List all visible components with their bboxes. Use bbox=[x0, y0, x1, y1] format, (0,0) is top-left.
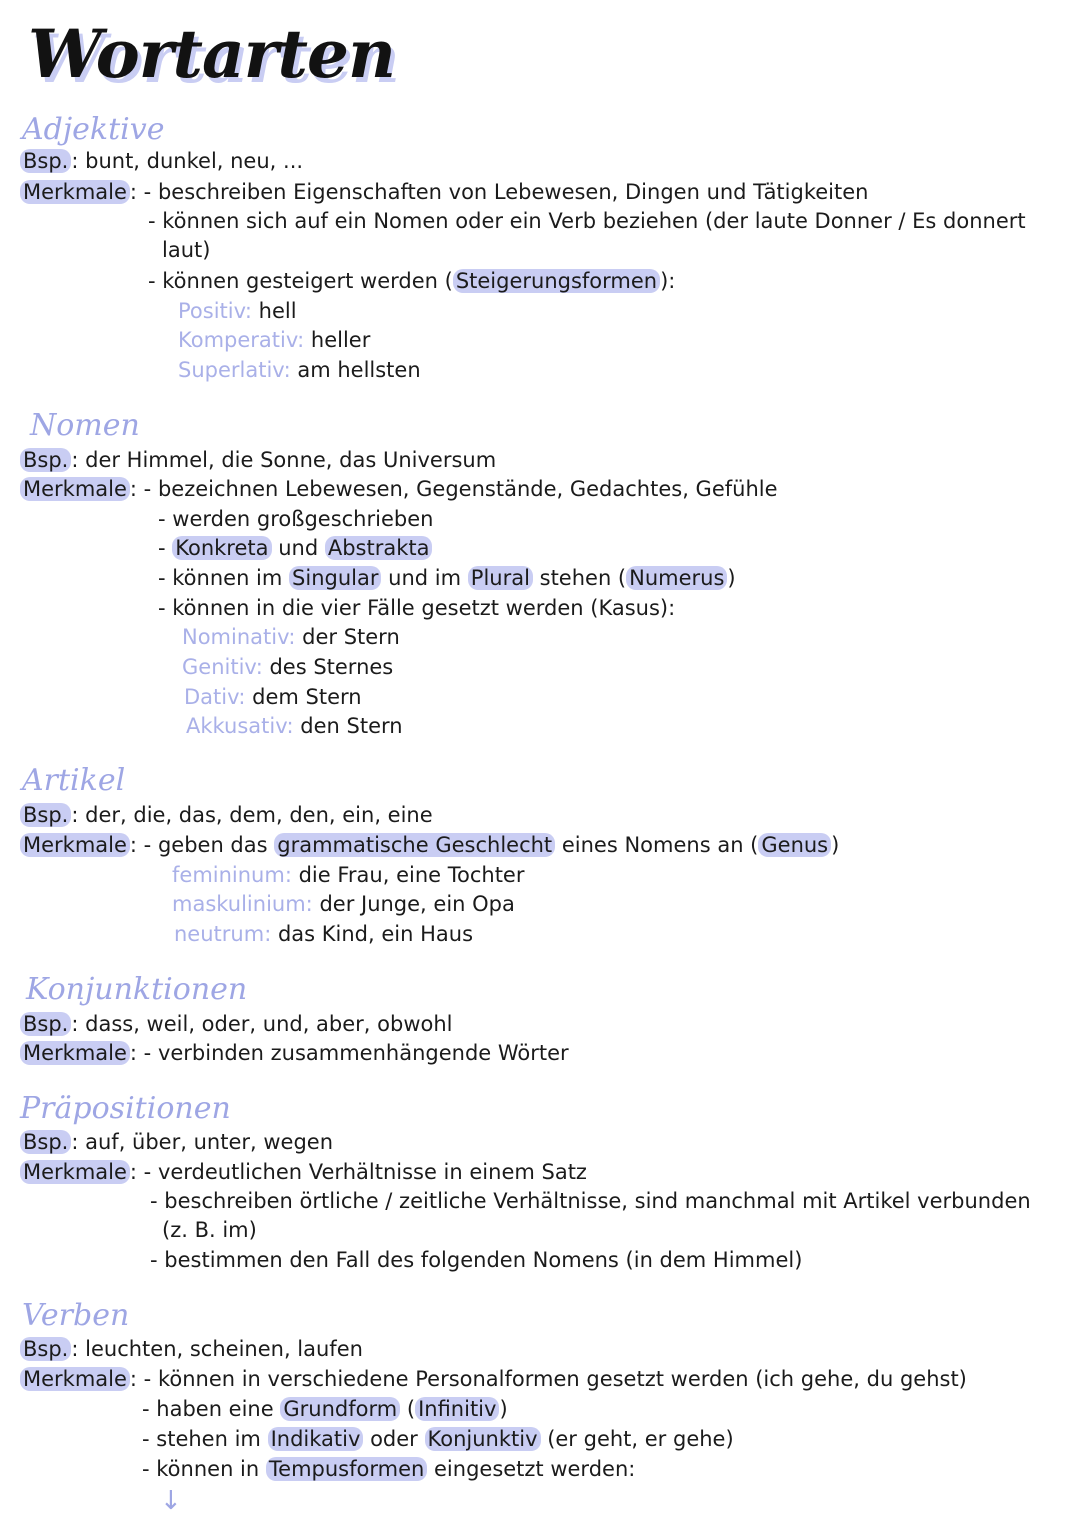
merkmal-text: haben eine bbox=[156, 1397, 274, 1421]
nomen-form-dativ: Dativ: dem Stern bbox=[184, 685, 362, 709]
adjektive-form-positiv: Positiv: hell bbox=[178, 299, 297, 323]
form-label: Positiv bbox=[178, 299, 245, 323]
artikel-bsp: Bsp. : der, die, das, dem, den, ein, eine bbox=[20, 800, 433, 830]
merkmal-text: stehen ( bbox=[539, 566, 627, 590]
merkmal-text: geben das bbox=[157, 833, 268, 857]
bsp-text: leuchten, scheinen, laufen bbox=[85, 1337, 363, 1361]
merkmal-text: und bbox=[278, 536, 319, 560]
merkmal-text: verdeutlichen Verhältnisse in einem Satz bbox=[157, 1160, 587, 1184]
artikel-form-femininum: femininum: die Frau, eine Tochter bbox=[172, 863, 525, 887]
heading-verben: Verben bbox=[22, 1298, 130, 1333]
heading-artikel: Artikel bbox=[22, 763, 126, 798]
down-arrow-icon: ↓ bbox=[160, 1486, 182, 1516]
bsp-text: dass, weil, oder, und, aber, obwohl bbox=[85, 1012, 453, 1036]
merkmal-text: bestimmen den Fall des folgenden Nomens (in dem Himmel) bbox=[164, 1248, 803, 1272]
form-label: Akkusativ bbox=[186, 714, 287, 738]
form-value: der Junge, ein Opa bbox=[319, 892, 515, 916]
highlight-konkreta: Konkreta bbox=[172, 536, 271, 560]
bsp-text: der, die, das, dem, den, ein, eine bbox=[85, 803, 433, 827]
verben-merkmal-3: - stehen im Indikativ oder Konjunktiv (er geht, er gehe) bbox=[142, 1427, 734, 1451]
praepositionen-merkmal-1: Merkmale : - verdeutlichen Verhältnisse in einem Satz bbox=[20, 1157, 587, 1187]
nomen-form-genitiv: Genitiv: des Sternes bbox=[182, 655, 394, 679]
nomen-merkmal-2: - werden großgeschrieben bbox=[158, 507, 434, 531]
bsp-label: Bsp. bbox=[20, 803, 71, 827]
adjektive-merkmal-2-cont: laut) bbox=[162, 238, 211, 262]
adjektive-form-komperativ: Komperativ: heller bbox=[178, 328, 371, 352]
merkmal-text: eingesetzt werden: bbox=[434, 1457, 636, 1481]
bsp-label: Bsp. bbox=[20, 448, 71, 472]
verben-merkmal-1: Merkmale : - können in verschiedene Personalformen gesetzt werden (ich gehe, du gehst) bbox=[20, 1364, 967, 1394]
adjektive-merkmal-2: - können sich auf ein Nomen oder ein Verb beziehen (der laute Donner / Es donnert bbox=[148, 209, 1026, 233]
highlight-plural: Plural bbox=[468, 566, 533, 590]
merkmal-text: ): bbox=[660, 269, 676, 293]
merkmale-label: Merkmale bbox=[20, 477, 130, 501]
form-value: am hellsten bbox=[297, 358, 421, 382]
merkmal-text: ( bbox=[406, 1397, 416, 1421]
highlight-steigerungsformen: Steigerungsformen bbox=[453, 269, 660, 293]
bsp-text: der Himmel, die Sonne, das Universum bbox=[85, 448, 497, 472]
bsp-label: Bsp. bbox=[20, 1012, 71, 1036]
highlight-indikativ: Indikativ bbox=[268, 1427, 364, 1451]
form-label: Dativ bbox=[184, 685, 239, 709]
merkmale-label: Merkmale bbox=[20, 1041, 130, 1065]
nomen-merkmal-4: - können im Singular und im Plural stehen ( Numerus ) bbox=[158, 566, 736, 590]
highlight-grammatisches-geschlecht: grammatische Geschlecht bbox=[274, 833, 555, 857]
heading-adjektive: Adjektive bbox=[22, 112, 165, 147]
merkmal-text: ) bbox=[727, 566, 736, 590]
artikel-form-neutrum: neutrum: das Kind, ein Haus bbox=[174, 922, 474, 946]
bsp-label: Bsp. bbox=[20, 1130, 71, 1154]
merkmal-text: ) bbox=[831, 833, 840, 857]
merkmal-text: können sich auf ein Nomen oder ein Verb beziehen (der laute Donner / Es donnert bbox=[162, 209, 1026, 233]
form-label: maskulinium bbox=[172, 892, 306, 916]
konjunktionen-merkmal-1: Merkmale : - verbinden zusammenhängende Wörter bbox=[20, 1038, 569, 1068]
form-label: Superlativ bbox=[178, 358, 284, 382]
merkmal-text: (er geht, er gehe) bbox=[547, 1427, 734, 1451]
form-label: Nominativ bbox=[182, 625, 289, 649]
heading-praepositionen: Präpositionen bbox=[20, 1091, 231, 1126]
verben-merkmal-4: - können in Tempusformen eingesetzt werden: bbox=[142, 1457, 636, 1481]
nomen-merkmal-1: Merkmale : - bezeichnen Lebewesen, Gegenstände, Gedachtes, Gefühle bbox=[20, 474, 778, 504]
merkmal-text: stehen im bbox=[156, 1427, 261, 1451]
form-label: femininum bbox=[172, 863, 285, 887]
verben-bsp: Bsp. : leuchten, scheinen, laufen bbox=[20, 1334, 363, 1364]
merkmal-text: beschreiben örtliche / zeitliche Verhältnisse, sind manchmal mit Artikel verbunden bbox=[164, 1189, 1031, 1213]
merkmale-label: Merkmale bbox=[20, 1367, 130, 1391]
form-value: das Kind, ein Haus bbox=[277, 922, 474, 946]
highlight-infinitiv: Infinitiv bbox=[415, 1397, 499, 1421]
merkmal-text: ) bbox=[499, 1397, 508, 1421]
form-value: die Frau, eine Tochter bbox=[298, 863, 525, 887]
form-value: den Stern bbox=[300, 714, 403, 738]
artikel-merkmal-1: Merkmale : - geben das grammatische Geschlecht eines Nomens an ( Genus ) bbox=[20, 830, 839, 860]
form-value: dem Stern bbox=[252, 685, 362, 709]
highlight-tempusformen: Tempusformen bbox=[266, 1457, 427, 1481]
merkmal-text: können in bbox=[156, 1457, 260, 1481]
form-label: Komperativ bbox=[178, 328, 298, 352]
praepositionen-merkmal-2: - beschreiben örtliche / zeitliche Verhältnisse, sind manchmal mit Artikel verbunden bbox=[150, 1189, 1031, 1213]
adjektive-merkmal-1: Merkmale : - beschreiben Eigenschaften von Lebewesen, Dingen und Tätigkeiten bbox=[20, 177, 868, 207]
nomen-form-akkusativ: Akkusativ: den Stern bbox=[186, 714, 403, 738]
merkmale-label: Merkmale bbox=[20, 180, 130, 204]
highlight-konjunktiv: Konjunktiv bbox=[425, 1427, 541, 1451]
nomen-merkmal-5: - können in die vier Fälle gesetzt werden (Kasus): bbox=[158, 596, 676, 620]
merkmal-text: können im bbox=[172, 566, 283, 590]
highlight-grundform: Grundform bbox=[280, 1397, 400, 1421]
merkmal-text: verbinden zusammenhängende Wörter bbox=[157, 1041, 569, 1065]
highlight-numerus: Numerus bbox=[626, 566, 727, 590]
artikel-form-maskulinium: maskulinium: der Junge, ein Opa bbox=[172, 892, 515, 916]
adjektive-merkmal-3: - können gesteigert werden ( Steigerungsformen ): bbox=[148, 269, 676, 293]
merkmale-label: Merkmale bbox=[20, 833, 130, 857]
merkmal-text: eines Nomens an ( bbox=[561, 833, 759, 857]
adjektive-bsp: Bsp. : bunt, dunkel, neu, ... bbox=[20, 146, 303, 176]
page-title: Wortarten bbox=[28, 15, 396, 93]
merkmal-text: können in die vier Fälle gesetzt werden (Kasus): bbox=[172, 596, 676, 620]
praepositionen-merkmal-2-cont: (z. B. im) bbox=[162, 1218, 257, 1242]
nomen-bsp: Bsp. : der Himmel, die Sonne, das Universum bbox=[20, 445, 496, 475]
bsp-text: bunt, dunkel, neu, ... bbox=[85, 149, 304, 173]
form-label: Genitiv bbox=[182, 655, 256, 679]
highlight-genus: Genus bbox=[758, 833, 831, 857]
merkmale-label: Merkmale bbox=[20, 1160, 130, 1184]
verben-merkmal-2: - haben eine Grundform ( Infinitiv ) bbox=[142, 1397, 508, 1421]
form-value: heller bbox=[310, 328, 371, 352]
form-label: neutrum bbox=[174, 922, 265, 946]
form-value: der Stern bbox=[302, 625, 400, 649]
form-value: hell bbox=[258, 299, 297, 323]
adjektive-form-superlativ: Superlativ: am hellsten bbox=[178, 358, 421, 382]
nomen-form-nominativ: Nominativ: der Stern bbox=[182, 625, 400, 649]
merkmal-text: oder bbox=[370, 1427, 418, 1451]
merkmal-text: und im bbox=[388, 566, 462, 590]
merkmal-text: bezeichnen Lebewesen, Gegenstände, Gedachtes, Gefühle bbox=[157, 477, 778, 501]
praepositionen-merkmal-3: - bestimmen den Fall des folgenden Nomens (in dem Himmel) bbox=[150, 1248, 803, 1272]
konjunktionen-bsp: Bsp. : dass, weil, oder, und, aber, obwohl bbox=[20, 1009, 453, 1039]
merkmal-text: können gesteigert werden ( bbox=[162, 269, 453, 293]
merkmal-text: beschreiben Eigenschaften von Lebewesen, Dingen und Tätigkeiten bbox=[157, 180, 869, 204]
highlight-singular: Singular bbox=[289, 566, 381, 590]
bsp-text: auf, über, unter, wegen bbox=[85, 1130, 334, 1154]
nomen-merkmal-3: - Konkreta und Abstrakta bbox=[158, 533, 432, 563]
merkmal-text: werden großgeschrieben bbox=[172, 507, 434, 531]
highlight-abstrakta: Abstrakta bbox=[325, 536, 433, 560]
praepositionen-bsp: Bsp. : auf, über, unter, wegen bbox=[20, 1127, 333, 1157]
heading-nomen: Nomen bbox=[30, 408, 140, 443]
merkmal-text: können in verschiedene Personalformen gesetzt werden (ich gehe, du gehst) bbox=[157, 1367, 967, 1391]
form-value: des Sternes bbox=[269, 655, 394, 679]
bsp-label: Bsp. bbox=[20, 1337, 71, 1361]
heading-konjunktionen: Konjunktionen bbox=[26, 972, 248, 1007]
bsp-label: Bsp. bbox=[20, 149, 71, 173]
